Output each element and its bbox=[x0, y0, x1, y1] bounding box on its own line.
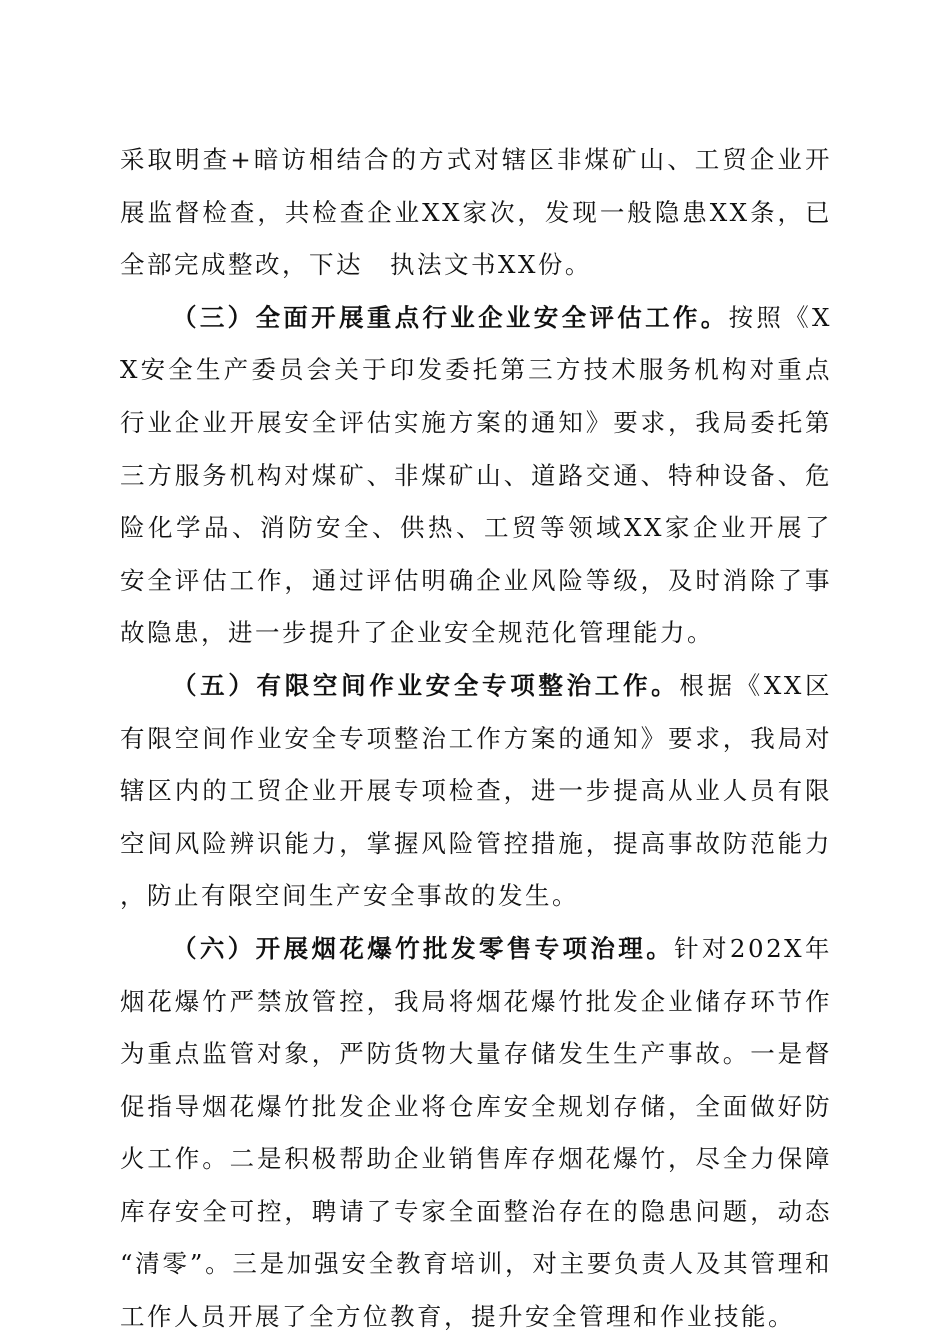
paragraph-text: 按照《XX安全生产委员会关于印发委托第三方技术服务机构对重点行业企业开展安全评估实施方案的通知》要求，我局委托第三方服务机构对煤矿、非煤矿山、道路交通、特种设备、危险化学品、消防安全、供热、工贸等领域XX家企业开展了安全评估工作，通过评估明确企业风险等级，及时消除了事故隐患，进一步提升了企业安全规范化管理能力。 bbox=[120, 302, 832, 648]
paragraph-continuation bbox=[120, 134, 832, 292]
section-heading-5: （五）有限空间作业安全专项整治工作。 bbox=[172, 670, 680, 700]
paragraph-text: 采取明查+暗访相结合的方式对辖区非煤矿山、工贸企业开展监督检查，共检查企业XX家次，发现一般隐患XX条，已全部完成整改，下达 执法文书XX份。 bbox=[120, 145, 832, 280]
paragraph-fireworks bbox=[120, 923, 832, 1344]
paragraph-text: 根据《XX区有限空间作业安全专项整治工作方案的通知》要求，我局对辖区内的工贸企业开展专项检查，进一步提高从业人员有限空间风险辨识能力，掌握风险管控措施，提高事故防范能力，防止有限空间生产安全事故的发生。 bbox=[120, 670, 833, 911]
paragraph-confined-space bbox=[120, 660, 832, 923]
section-heading-6: （六）开展烟花爆竹批发零售专项治理。 bbox=[172, 933, 675, 963]
document-body bbox=[120, 134, 832, 1344]
paragraph-text: 针对202X年烟花爆竹严禁放管控，我局将烟花爆竹批发企业储存环节作为重点监管对象，严防货物大量存储发生生产事故。一是督促指导烟花爆竹批发企业将仓库安全规划存储，全面做好防火工作。二是积极帮助企业销售库存烟花爆竹，尽全力保障库存安全可控，聘请了专家全面整治存在的隐患问题，动态“清零”。三是加强安全教育培训，对主要负责人及其管理和工作人员开展了全方位教育，提升安全管理和作业技能。 bbox=[120, 933, 832, 1332]
paragraph-safety-assessment bbox=[120, 292, 832, 660]
section-heading-3: （三）全面开展重点行业企业安全评估工作。 bbox=[172, 302, 729, 332]
